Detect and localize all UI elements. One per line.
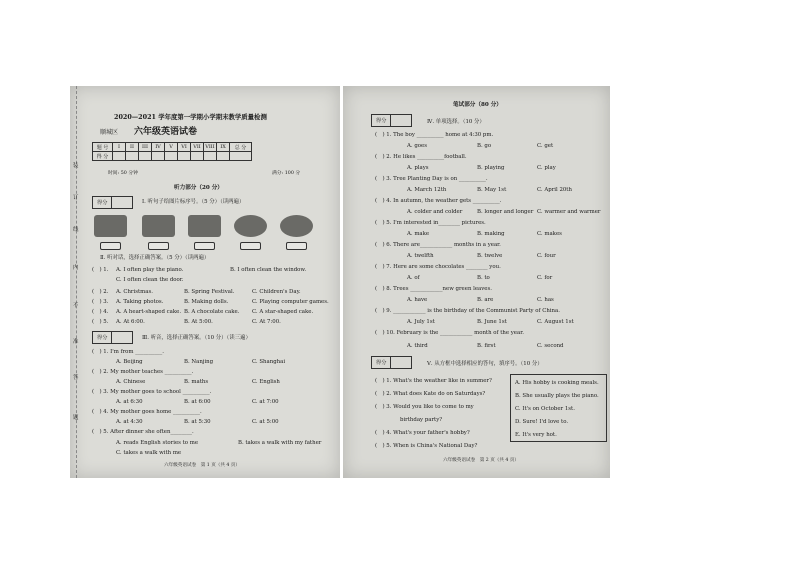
side-word: 不	[73, 303, 79, 309]
answer-box[interactable]	[148, 242, 169, 250]
option: A. Chinese	[116, 379, 146, 385]
score-cell[interactable]	[139, 152, 152, 161]
score-blank[interactable]	[391, 357, 411, 368]
question: ( ) 5. I'm interested in________ pictures.	[375, 220, 486, 226]
question: birthday party?	[400, 417, 443, 423]
question: ( ) 8. Trees ____________new green leaves.	[375, 286, 492, 292]
option: B. Nanjing	[184, 359, 214, 365]
option: A. colder and colder	[407, 209, 463, 215]
section-5-title: Ⅴ. 从方框中选择相应的答句，填序号。（10 分）	[427, 361, 543, 367]
score-cell: V	[165, 143, 178, 152]
question: ( ) 2. My mother teaches __________.	[92, 369, 194, 375]
option: A. make	[407, 231, 430, 237]
answer-box[interactable]	[240, 242, 261, 250]
side-word: 准	[73, 339, 79, 345]
score-cell: III	[139, 143, 152, 152]
option: B. At 5:00.	[184, 319, 213, 325]
score-cell: VII	[191, 143, 204, 152]
score-box	[371, 114, 412, 127]
option: B. Making dolls.	[184, 299, 229, 305]
option: C. second	[537, 343, 564, 349]
option: C. Children's Day.	[252, 289, 301, 295]
question: ( ) 2. He likes __________football.	[375, 154, 467, 160]
answer-options-box	[510, 374, 607, 442]
score-cell: 题 号	[93, 143, 113, 152]
answer-option: A. His hobby is cooking meals.	[515, 380, 599, 386]
answer-box[interactable]	[194, 242, 215, 250]
question: ( ) 5. When is China's National Day?	[375, 443, 478, 449]
full-score: 满分: 100 分	[272, 171, 301, 176]
score-cell: I	[113, 143, 126, 152]
option: B. takes a walk with my father	[238, 440, 322, 446]
page-footer: 六年级英语试卷 第 2 页（共 4 页）	[443, 458, 520, 463]
score-cell[interactable]	[191, 152, 204, 161]
page-footer: 六年级英语试卷 第 1 页（共 4 页）	[164, 463, 241, 468]
score-blank[interactable]	[391, 115, 411, 126]
option: A. I often play the piano.	[116, 267, 184, 273]
option: A. goes	[407, 143, 427, 149]
option: B. May 1st	[477, 187, 507, 193]
option: B. to	[477, 275, 490, 281]
exam-header: 2020—2021 学年度第一学期小学期末教学质量检测	[114, 113, 267, 121]
section-2-title: Ⅱ. 听对话，选择正确答案。（5 分）（读两遍）	[100, 255, 210, 261]
section-4-title: Ⅳ. 单项选择。（10 分）	[427, 119, 485, 125]
option: C. A star-shaped cake.	[252, 309, 314, 315]
score-box	[92, 331, 133, 344]
score-blank[interactable]	[112, 332, 132, 343]
score-cell[interactable]	[126, 152, 139, 161]
question: ( ) 4. My mother goes home __________.	[92, 409, 202, 415]
question: ( ) 3. My mother goes to school __________.	[92, 389, 212, 395]
question: ( ) 4. In autumn, the weather gets __________.	[375, 198, 502, 204]
option: C. has	[537, 297, 554, 303]
score-label: 得分	[93, 197, 112, 208]
option: C. warmer and warmer	[537, 209, 601, 215]
option: B. I often clean the window.	[230, 267, 307, 273]
score-cell[interactable]	[217, 152, 230, 161]
question: ( ) 5. After dinner she often________.	[92, 429, 194, 435]
option: A. reads English stories to me	[116, 440, 199, 446]
score-cell[interactable]	[230, 152, 252, 161]
side-word: 内	[73, 265, 79, 271]
written-title: 笔试部分（80 分）	[453, 102, 502, 108]
option: C. Playing computer games.	[252, 299, 329, 305]
option: C. for	[537, 275, 553, 281]
option: C. play	[537, 165, 556, 171]
option: C. takes a walk with me	[116, 450, 182, 456]
question-number: ( ) 2.	[92, 289, 109, 295]
option: C. at 5:00	[252, 419, 279, 425]
option: A. twelfth	[407, 253, 434, 259]
option: B. June 1st	[477, 319, 507, 325]
score-box	[371, 356, 412, 369]
option: B. Spring Festival.	[184, 289, 235, 295]
option: A. A heart-shaped cake.	[116, 309, 182, 315]
question: ( ) 3. Tree Planting Day is on __________.	[375, 176, 488, 182]
exam-time: 时间: 50 分钟	[108, 171, 138, 176]
option: B. twelve	[477, 253, 503, 259]
answer-box[interactable]	[286, 242, 307, 250]
option: C. I often clean the door.	[116, 277, 184, 283]
option: B. longer and longer	[477, 209, 534, 215]
answer-option: D. Sure! I'd love to.	[515, 419, 569, 425]
score-cell: 总 分	[230, 143, 252, 152]
option: C. At 7:00.	[252, 319, 281, 325]
district: 顺城区	[100, 129, 119, 136]
score-table	[92, 142, 252, 161]
option: B. first	[477, 343, 496, 349]
side-word: 答	[73, 375, 79, 381]
score-label: 得分	[372, 357, 391, 368]
score-blank[interactable]	[112, 197, 132, 208]
score-cell[interactable]	[113, 152, 126, 161]
score-cell[interactable]	[152, 152, 165, 161]
picture-4	[234, 215, 267, 237]
answer-box[interactable]	[100, 242, 121, 250]
score-label: 得分	[372, 115, 391, 126]
score-cell: IX	[217, 143, 230, 152]
option: A. March 12th	[407, 187, 447, 193]
answer-option: B. She usually plays the piano.	[515, 393, 599, 399]
score-label: 得分	[93, 332, 112, 343]
question-number: ( ) 1.	[92, 267, 109, 273]
question: ( ) 10. February is the ____________ month of the year.	[375, 330, 524, 336]
option: C. makes	[537, 231, 562, 237]
score-cell[interactable]	[204, 152, 217, 161]
question-number: ( ) 5.	[92, 319, 109, 325]
side-word: 装	[73, 163, 79, 169]
score-cell[interactable]	[165, 152, 178, 161]
exam-page-1	[70, 86, 340, 478]
option: B. playing	[477, 165, 505, 171]
score-box	[92, 196, 133, 209]
question: ( ) 1. The boy __________ home at 4:30 pm.	[375, 132, 494, 138]
score-cell: VI	[178, 143, 191, 152]
question: ( ) 3. Would you like to come to my	[375, 404, 474, 410]
option: B. making	[477, 231, 505, 237]
section-1-title: Ⅰ. 听句子给图片标序号。（5 分）（读两遍）	[142, 199, 245, 205]
picture-2	[142, 215, 175, 237]
side-word: 订	[73, 195, 79, 201]
answer-option: E. It's very hot.	[515, 432, 557, 438]
option: C. get	[537, 143, 554, 149]
picture-3	[188, 215, 221, 237]
section-3-title: Ⅲ. 听音，选择正确答案。（10 分）（读三遍）	[142, 335, 251, 341]
option: B. go	[477, 143, 492, 149]
option: B. maths	[184, 379, 209, 385]
option: A. at 4:30	[116, 419, 143, 425]
option: A. July 1st	[407, 319, 435, 325]
option: C. April 20th	[537, 187, 572, 193]
option: C. August 1st	[537, 319, 574, 325]
answer-option: C. It's on October 1st.	[515, 406, 575, 412]
option: C. at 7:00	[252, 399, 279, 405]
score-cell[interactable]	[178, 152, 191, 161]
question: ( ) 2. What does Kate do on Saturdays?	[375, 391, 486, 397]
side-word: 题	[73, 415, 79, 421]
exam-title: 六年级英语试卷	[134, 127, 198, 137]
option: A. Christmas.	[116, 289, 153, 295]
option: B. at 6:00	[184, 399, 211, 405]
question-number: ( ) 4.	[92, 309, 109, 315]
question: ( ) 4. What's your father's hobby?	[375, 430, 470, 436]
option: A. of	[407, 275, 420, 281]
option: B. are	[477, 297, 494, 303]
option: A. Beijing	[116, 359, 143, 365]
option: C. four	[537, 253, 556, 259]
score-cell: VIII	[205, 144, 215, 150]
option: A. Taking photos.	[116, 299, 164, 305]
picture-5	[280, 215, 313, 237]
option: A. At 6:00.	[116, 319, 145, 325]
exam-page-2	[343, 86, 610, 478]
option: A. plays	[407, 165, 429, 171]
question: ( ) 1. I'm from __________.	[92, 349, 164, 355]
option: B. A chocolate cake.	[184, 309, 240, 315]
score-cell: IV	[152, 143, 165, 152]
side-word: 线	[73, 227, 79, 233]
question: ( ) 9. ____________ is the birthday of the Communist Party of China.	[375, 308, 560, 314]
score-cell: II	[126, 143, 139, 152]
question: ( ) 7. Here are some chocolates ________ you.	[375, 264, 501, 270]
option: B. at 5:30	[184, 419, 211, 425]
question: ( ) 6. There are____________ months in a year.	[375, 242, 501, 248]
option: C. Shanghai	[252, 359, 286, 365]
question-number: ( ) 3.	[92, 299, 109, 305]
listening-title: 听力部分（20 分）	[174, 185, 223, 191]
option: A. have	[407, 297, 428, 303]
option: C. English	[252, 379, 280, 385]
option: A. third	[407, 343, 428, 349]
picture-1	[94, 215, 127, 237]
option: A. at 6:30	[116, 399, 143, 405]
score-cell: 得 分	[93, 152, 113, 161]
question: ( ) 1. What's the weather like in summer?	[375, 378, 492, 384]
